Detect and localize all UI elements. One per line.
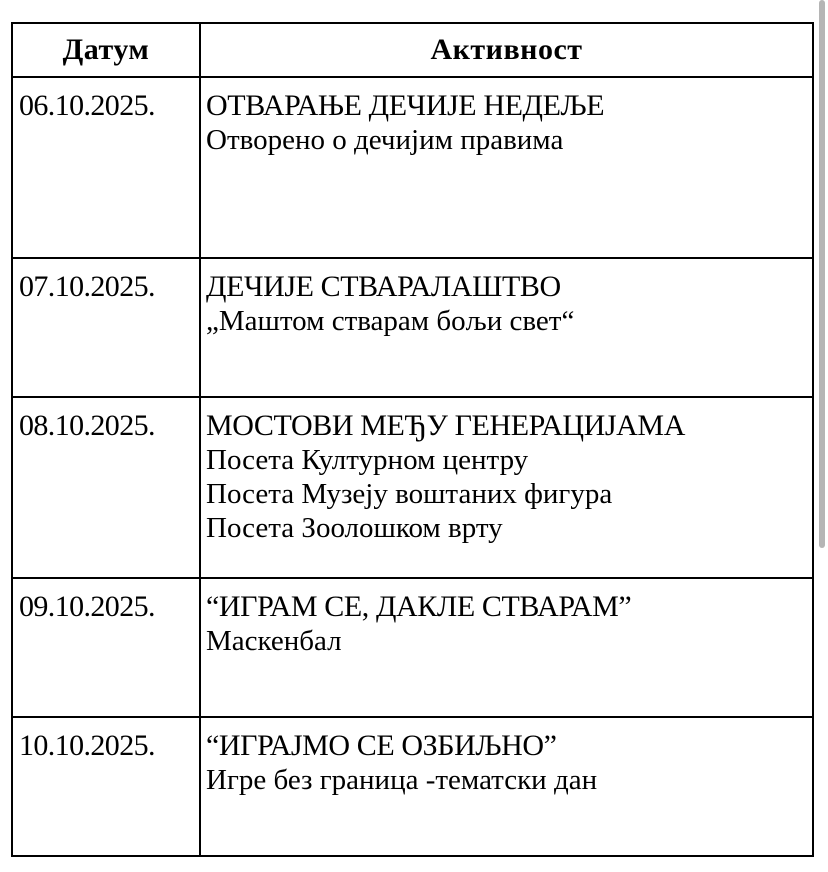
activity-detail: Маскенбал xyxy=(206,625,342,657)
activity-detail: Посета Музеју воштаних фигура xyxy=(206,478,613,510)
table-row xyxy=(12,258,813,397)
activity-cell xyxy=(200,717,813,856)
date-cell xyxy=(12,578,200,717)
activity-detail: Посета Зоолошком врту xyxy=(206,512,503,544)
table-header-row xyxy=(12,23,813,77)
activity-detail: Отворено о дечијим правима xyxy=(206,124,564,156)
activity-cell xyxy=(200,397,813,578)
date-text: 09.10.2025. xyxy=(19,590,155,623)
activity-title: ДЕЧИЈЕ СТВАРАЛАШТВО xyxy=(206,270,561,303)
activity-detail: „Маштом стварам бољи свет“ xyxy=(206,305,575,337)
schedule-table xyxy=(11,22,814,857)
activity-title: “ИГРАЈМО СЕ ОЗБИЉНО” xyxy=(206,729,557,762)
activity-cell xyxy=(200,578,813,717)
table-row xyxy=(12,578,813,717)
date-cell xyxy=(12,258,200,397)
date-column-header: Датум xyxy=(12,23,200,77)
table-row xyxy=(12,717,813,856)
date-text: 07.10.2025. xyxy=(19,270,155,303)
activity-detail: Посета Културном центру xyxy=(206,444,529,476)
date-text: 06.10.2025. xyxy=(19,89,155,122)
activity-title: “ИГРАМ СЕ, ДАКЛЕ СТВАРАМ” xyxy=(206,590,632,623)
activity-cell xyxy=(200,77,813,258)
date-cell xyxy=(12,717,200,856)
date-text: 08.10.2025. xyxy=(19,409,155,442)
table-row xyxy=(12,77,813,258)
activity-title: ОТВАРАЊЕ ДЕЧИЈЕ НЕДЕЉЕ xyxy=(206,89,605,122)
activity-cell xyxy=(200,258,813,397)
date-cell xyxy=(12,397,200,578)
activity-title: МОСТОВИ МЕЂУ ГЕНЕРАЦИЈАМА xyxy=(206,409,685,442)
table-row xyxy=(12,397,813,578)
date-cell xyxy=(12,77,200,258)
date-text: 10.10.2025. xyxy=(19,729,155,762)
activity-detail: Игре без граница -тематски дан xyxy=(206,764,598,796)
activity-column-header: Активност xyxy=(200,23,813,77)
vertical-scrollbar[interactable] xyxy=(819,0,825,548)
